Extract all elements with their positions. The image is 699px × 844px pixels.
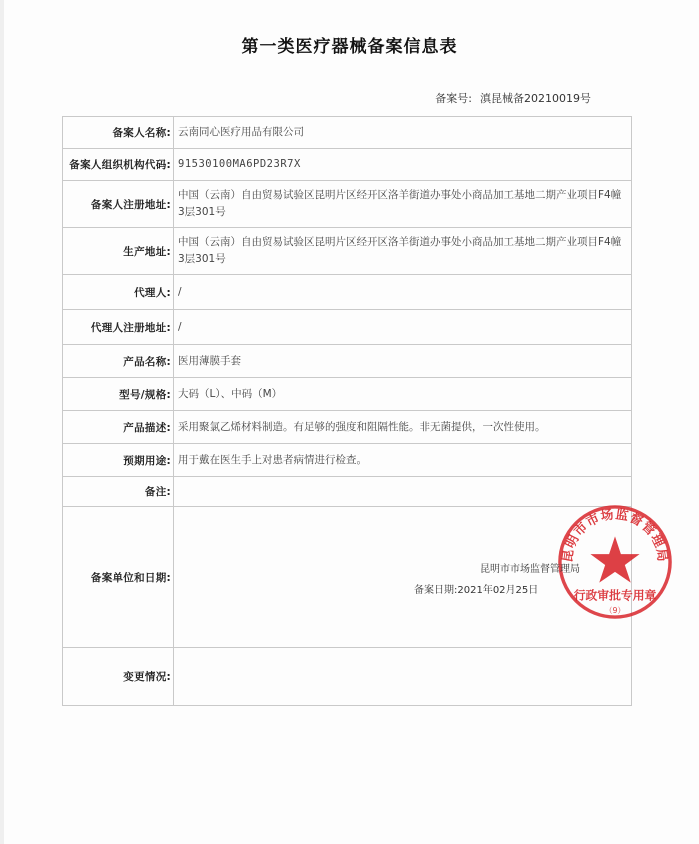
registered-address-label: 备案人注册地址: — [63, 181, 174, 228]
table-row — [63, 507, 632, 648]
agent-value: / — [174, 275, 632, 310]
seal-outer-text: 昆明市市场监督管理局 — [560, 507, 670, 564]
filing-date-value: 2021年02月25日 — [457, 585, 539, 596]
filing-date-label: 备案日期: — [414, 585, 458, 596]
seal-inner-text: 行政审批专用章 — [573, 588, 657, 603]
table-row — [63, 181, 632, 228]
product-name-label: 产品名称: — [63, 345, 174, 378]
signature-area — [178, 507, 670, 647]
table-row — [63, 378, 632, 411]
model-spec-value: 大码（L）、中码（M） — [174, 378, 632, 411]
table-row — [63, 411, 632, 444]
record-number-label: 备案号: — [435, 92, 472, 105]
production-address-label: 生产地址: — [63, 228, 174, 275]
intended-use-value: 用于戴在医生手上对患者病情进行检查。 — [174, 444, 632, 477]
table-row — [63, 477, 632, 507]
filing-unit-date-label: 备案单位和日期: — [63, 507, 174, 648]
product-description-label: 产品描述: — [63, 411, 174, 444]
filer-name-label: 备案人名称: — [63, 117, 174, 149]
filing-authority: 昆明市市场监督管理局 — [480, 564, 580, 575]
product-name-value: 医用薄膜手套 — [174, 345, 632, 378]
table-row — [63, 117, 632, 149]
agent-address-label: 代理人注册地址: — [63, 310, 174, 345]
table-row — [63, 228, 632, 275]
agent-address-value: / — [174, 310, 632, 345]
record-number — [435, 90, 591, 106]
product-description-value: 采用聚氯乙烯材料制造。有足够的强度和阻隔性能。非无菌提供，一次性使用。 — [174, 411, 632, 444]
table-row — [63, 444, 632, 477]
table-row — [63, 149, 632, 181]
change-history-value — [174, 648, 632, 706]
record-number-value: 滇昆械备20210019号 — [480, 92, 591, 105]
intended-use-label: 预期用途: — [63, 444, 174, 477]
scan-edge — [0, 0, 4, 844]
filing-unit-date-cell — [174, 507, 670, 648]
record-form-table — [62, 116, 670, 706]
table-row — [63, 345, 632, 378]
document-title: 第一类医疗器械备案信息表 — [241, 37, 458, 57]
remarks-value — [174, 477, 632, 507]
filer-name-value: 云南同心医疗用品有限公司 — [174, 117, 632, 149]
change-history-label: 变更情况: — [63, 648, 174, 706]
production-address-value: 中国（云南）自由贸易试验区昆明片区经开区洛羊街道办事处小商品加工基地二期产业项目F4幢3层301号 — [174, 228, 632, 275]
table-row — [63, 310, 632, 345]
seal-star-icon — [590, 536, 639, 582]
seal-number: （9） — [604, 606, 626, 616]
org-code-label: 备案人组织机构代码: — [63, 149, 174, 181]
org-code-value: 91530100MA6PD23R7X — [174, 149, 632, 181]
table-row — [63, 275, 632, 310]
filing-date — [414, 582, 538, 599]
model-spec-label: 型号/规格: — [63, 378, 174, 411]
table-row — [63, 648, 632, 706]
remarks-label: 备注: — [63, 477, 174, 507]
agent-label: 代理人: — [63, 275, 174, 310]
registered-address-value: 中国（云南）自由贸易试验区昆明片区经开区洛羊街道办事处小商品加工基地二期产业项目F4幢3层301号 — [174, 181, 632, 228]
